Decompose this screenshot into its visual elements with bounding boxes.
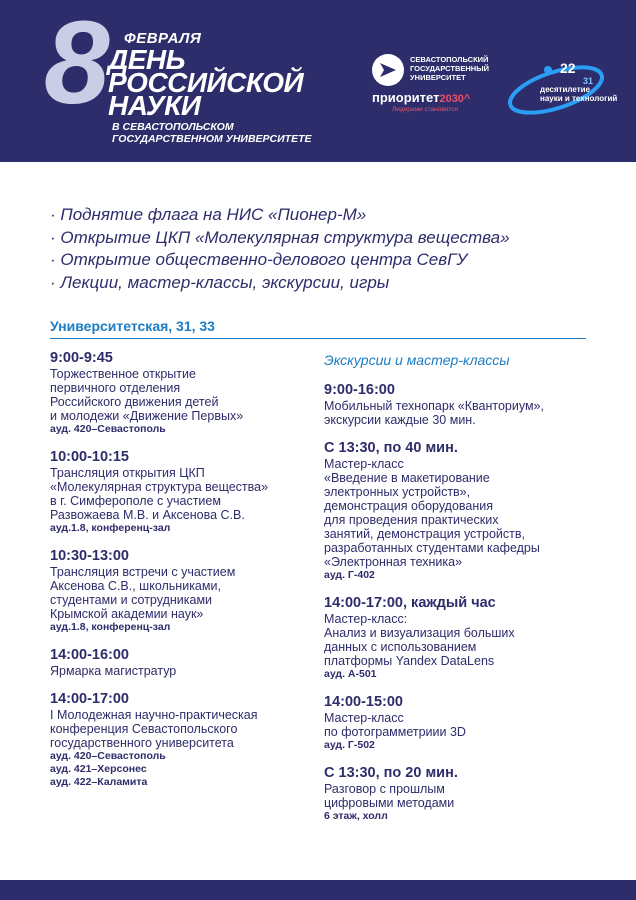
item-description: Разговор с прошлым цифровыми методами <box>324 782 455 810</box>
item-description: Мастер-класс по фотограмметриии 3D <box>324 711 466 739</box>
item-time: 14:00-15:00 <box>324 694 403 710</box>
schedule-left-column <box>50 350 312 802</box>
item-description: Мастер-класс «Введение в макетирование электронных устройств», демонстрация оборудования для проведения практических занятий, демонстрация устройств, разработанных студентами кафедры «Электронная техника» <box>324 457 540 569</box>
item-time: 14:00-16:00 <box>50 647 129 663</box>
priority-2030-logo <box>372 90 470 105</box>
item-time: С 13:30, по 20 мин. <box>324 765 458 781</box>
decade-end-year: 31 <box>583 76 594 86</box>
item-location: ауд. 420–Севастополь ауд. 421–Херсонес ауд. 422–Каламита <box>50 750 166 788</box>
item-description: Мастер-класс: Анализ и визуализация больших данных с использованием платформы Yandex DataLens <box>324 612 515 668</box>
item-description: Торжественное открытие первичного отделения Российского движения детей и молодежи «Движение Первых» <box>50 367 244 423</box>
schedule-item <box>50 350 312 436</box>
item-description: Ярмарка магистратур <box>50 664 177 678</box>
decade-start-year: 22 <box>560 60 576 76</box>
decade-label <box>540 85 617 103</box>
title-line: РОССИЙСКОЙ <box>108 67 304 98</box>
schedule-right-column <box>324 350 604 836</box>
highlights-list <box>50 204 510 294</box>
item-description: Трансляция открытия ЦКП «Молекулярная структура вещества» в г. Симферополе с участием Развожаева М.В. и Аксенова С.В. <box>50 466 269 522</box>
university-name-line: УНИВЕРСИТЕТ <box>410 73 466 82</box>
footer-bar <box>0 880 636 900</box>
decade-label-line: науки и технологий <box>540 94 618 103</box>
item-location: ауд.1.8, конференц-зал <box>50 522 171 534</box>
highlight-item: · Открытие общественно-делового центра СевГУ <box>50 250 468 269</box>
university-logo-icon <box>372 54 404 86</box>
day-number: 8 <box>44 0 106 129</box>
priority-text: приоритет <box>372 90 440 105</box>
item-location: ауд. Г-402 <box>324 569 375 581</box>
schedule-item <box>50 691 312 789</box>
title-line: ДЕНЬ <box>108 44 185 75</box>
item-time: С 13:30, по 40 мин. <box>324 440 458 456</box>
decade-label-line: десятилетие <box>540 85 590 94</box>
item-time: 10:30-13:00 <box>50 548 129 564</box>
item-time: 9:00-9:45 <box>50 350 113 366</box>
item-time: 9:00-16:00 <box>324 382 395 398</box>
subtitle-line: В СЕВАСТОПОЛЬСКОМ <box>112 121 234 133</box>
title-line: НАУКИ <box>108 90 201 121</box>
item-description: I Молодежная научно-практическая конференция Севастопольского государственного университета <box>50 708 258 750</box>
month-label: ФЕВРАЛЯ <box>124 30 202 47</box>
section-heading: Экскурсии и мастер-классы <box>324 352 510 368</box>
item-location: ауд. Г-502 <box>324 739 375 751</box>
schedule-item <box>324 694 604 752</box>
schedule-item <box>324 440 604 582</box>
item-time: 14:00-17:00 <box>50 691 129 707</box>
item-location: ауд. 420–Севастополь <box>50 423 166 435</box>
subtitle-line: ГОСУДАРСТВЕННОМ УНИВЕРСИТЕТЕ <box>112 133 312 145</box>
highlight-item: · Поднятие флага на НИС «Пионер-М» <box>50 205 367 224</box>
university-name <box>410 55 489 82</box>
highlight-item: · Открытие ЦКП «Молекулярная структура вещества» <box>50 227 510 247</box>
university-name-line: ГОСУДАРСТВЕННЫЙ <box>410 64 489 73</box>
event-subtitle <box>112 121 312 145</box>
divider <box>50 338 586 339</box>
priority-slogan: Лидерами становятся <box>392 106 458 113</box>
item-location: ауд. А-501 <box>324 668 377 680</box>
schedule-item <box>324 382 604 427</box>
item-location: 6 этаж, холл <box>324 810 388 822</box>
schedule-item <box>324 765 604 823</box>
schedule-item <box>50 548 312 634</box>
university-name-line: СЕВАСТОПОЛЬСКИЙ <box>410 55 489 64</box>
item-time: 10:00-10:15 <box>50 449 129 465</box>
item-description: Трансляция встречи с участием Аксенова С.В., школьниками, студентами и сотрудниками Крымской академии наук» <box>50 565 236 621</box>
schedule-item <box>324 595 604 681</box>
header-banner <box>0 0 636 162</box>
schedule-item <box>50 647 312 678</box>
schedule-item <box>50 449 312 535</box>
priority-number: 2030^ <box>439 93 471 105</box>
item-time: 14:00-17:00, каждый час <box>324 595 496 611</box>
item-location: ауд.1.8, конференц-зал <box>50 621 171 633</box>
highlight-item: · Лекции, мастер-классы, экскурсии, игры <box>50 272 390 292</box>
event-title <box>108 44 304 121</box>
venue-address: Университетская, 31, 33 <box>50 318 215 334</box>
item-description: Мобильный технопарк «Кванториум», экскурсии каждые 30 мин. <box>324 399 544 427</box>
